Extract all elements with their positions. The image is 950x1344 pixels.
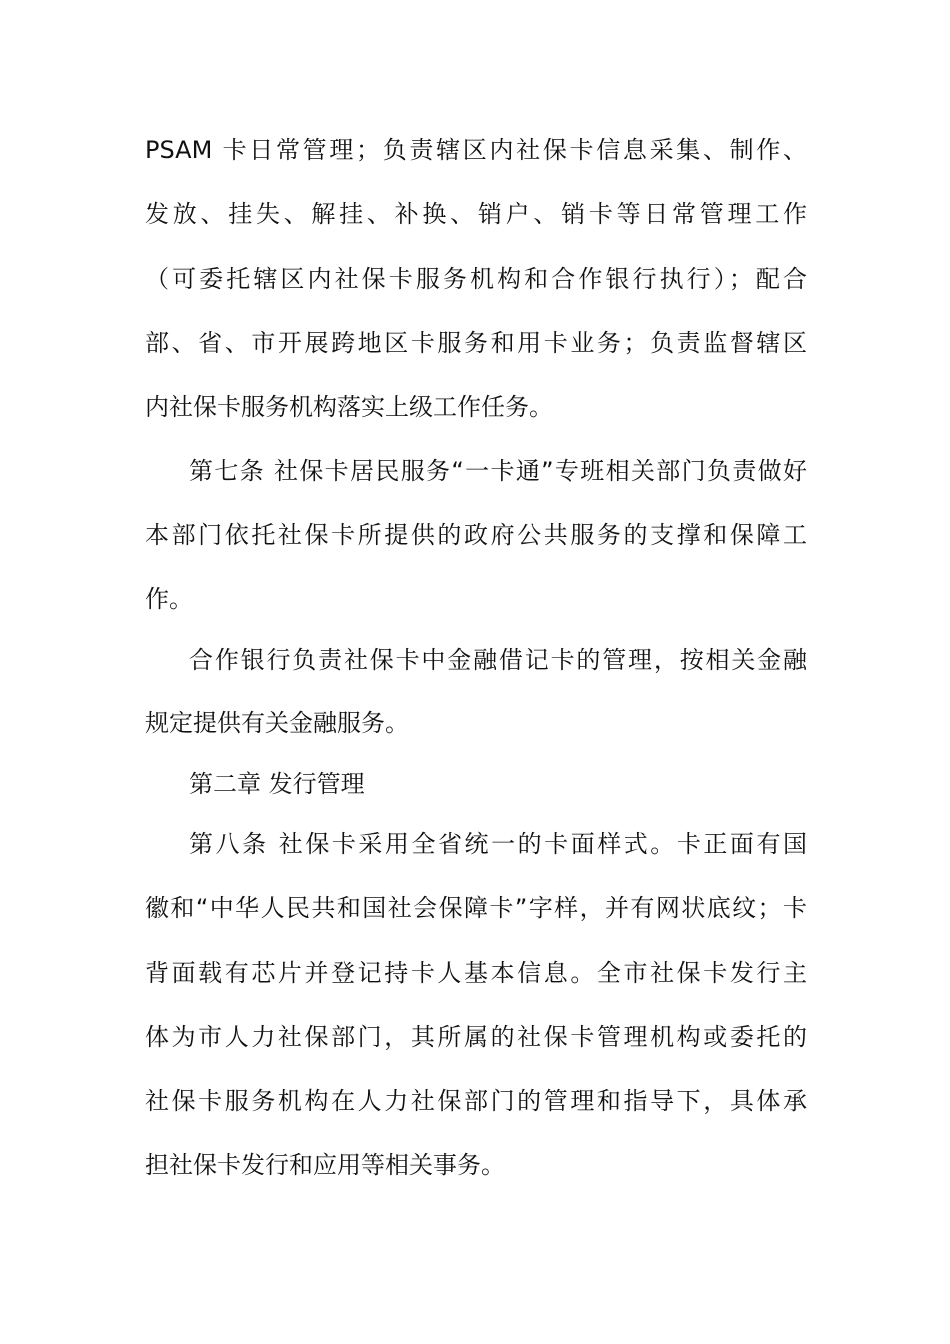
text-line: （可委托辖区内社保卡服务机构和合作银行执行）；配合 (145, 265, 807, 293)
text-line: 部、省、市开展跨地区卡服务和用卡业务；负责监督辖区 (145, 329, 807, 357)
text-line: 担社保卡发行和应用等相关事务。 (145, 1151, 505, 1179)
text-line: 社保卡服务机构在人力社保部门的管理和指导下，具体承 (145, 1087, 807, 1115)
article-8-line: 第八条 社保卡采用全省统一的卡面样式。卡正面有国 (189, 830, 807, 858)
text-line: 背面载有芯片并登记持卡人基本信息。全市社保卡发行主 (145, 959, 807, 987)
text-line: 发放、挂失、解挂、补换、销户、销卡等日常管理工作 (145, 200, 807, 228)
text-line: 徽和“中华人民共和国社会保障卡”字样，并有网状底纹；卡 (145, 894, 807, 922)
text-line: 规定提供有关金融服务。 (145, 709, 409, 737)
text-line: 本部门依托社保卡所提供的政府公共服务的支撑和保障工 (145, 521, 807, 549)
text-line: 体为市人力社保部门，其所属的社保卡管理机构或委托的 (145, 1023, 807, 1051)
text-line: 合作银行负责社保卡中金融借记卡的管理，按相关金融 (189, 646, 807, 674)
chapter-heading: 第二章 发行管理 (189, 770, 365, 798)
text-line: 内社保卡服务机构落实上级工作任务。 (145, 393, 553, 421)
article-7-line: 第七条 社保卡居民服务“一卡通”专班相关部门负责做好 (189, 457, 807, 485)
text-line: PSAM 卡日常管理；负责辖区内社保卡信息采集、制作、 (145, 136, 807, 164)
text-line: 作。 (145, 585, 193, 613)
